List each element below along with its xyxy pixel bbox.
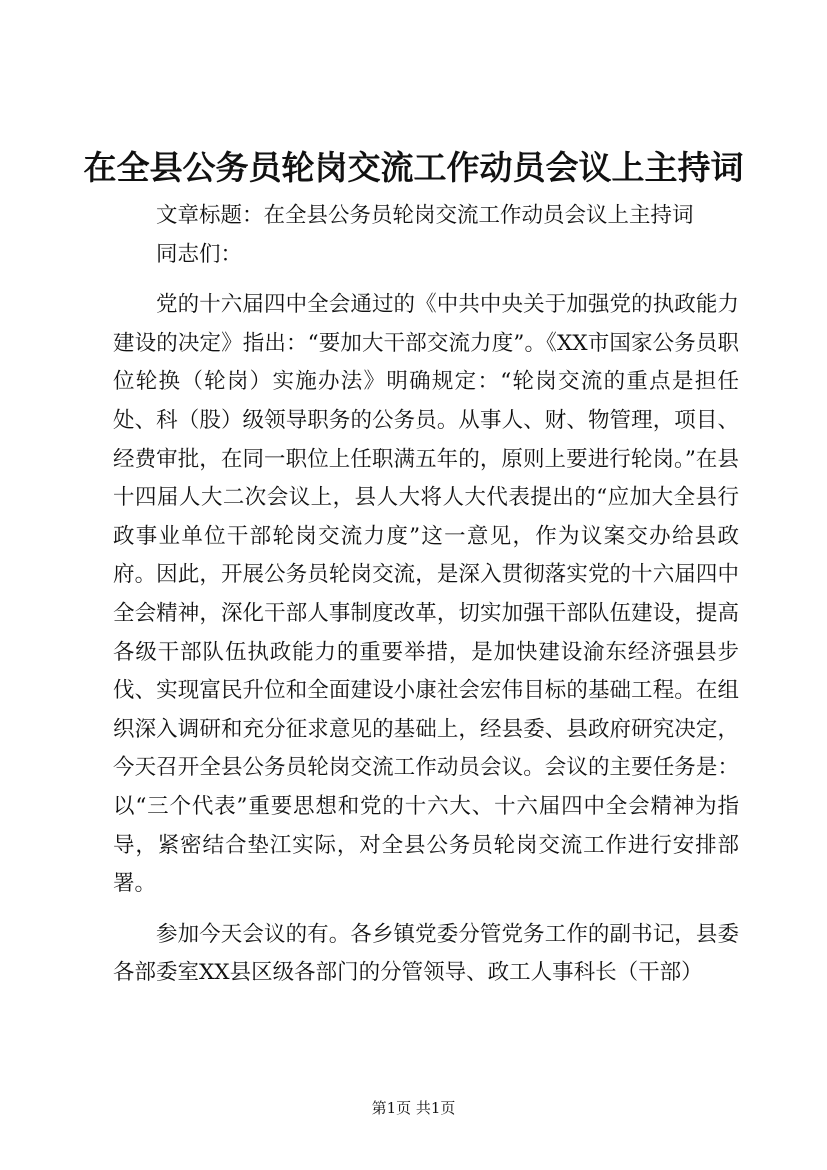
document-body: [113, 197, 739, 993]
body-paragraph: 党的十六届四中全会通过的《中共中央关于加强党的执政能力建设的决定》指出：“要加大干部交流力度”。《XX市国家公务员职位轮换（轮岗）实施办法》明确规定：“轮岗交流的重点是担任处、科（股）级领导职务的公务员。从事人、财、物管理，项目、经费审批，在同一职位上任职满五年的，原则上要进行轮岗。”在县十四届人大二次会议上，县人大将人大代表提出的“应加大全县行政事业单位干部轮岗交流力度”这一意见，作为议案交办给县政府。因此，开展公务员轮岗交流，是深入贯彻落实党的十六届四中全会精神，深化干部人事制度改革，切实加强干部队伍建设，提高各级干部队伍执政能力的重要举措，是加快建设渝东经济强县步伐、实现富民升位和全面建设小康社会宏伟目标的基础工程。在组织深入调研和充分征求意见的基础上，经县委、县政府研究决定，今天召开全县公务员轮岗交流工作动员会议。会议的主要任务是：以“三个代表”重要思想和党的十六大、十六届四中全会精神为指导，紧密结合垫江实际，对全县公务员轮岗交流工作进行安排部署。: [113, 292, 739, 897]
document-title: 在全县公务员轮岗交流工作动员会议上主持词: [83, 148, 744, 187]
salutation: 同志们：: [156, 241, 243, 267]
page-footer: 第1页 共1页: [371, 1099, 456, 1117]
body-paragraph: 参加今天会议的有。各乡镇党委分管党务工作的副书记，县委各部委室XX县区级各部门的分管领导、政工人事科长（干部）: [113, 921, 739, 986]
article-title-line: 文章标题：在全县公务员轮岗交流工作动员会议上主持词: [156, 203, 694, 228]
